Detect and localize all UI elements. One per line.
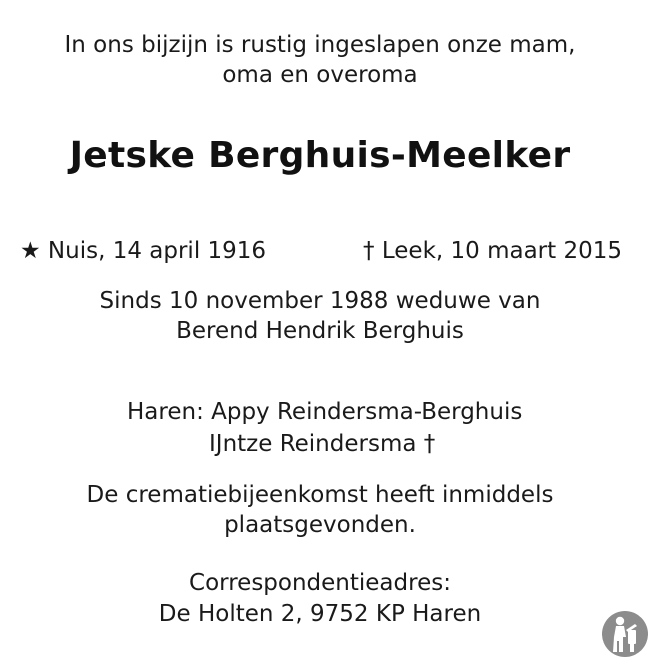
address-line-2: De Holten 2, 9752 KP Haren [158,601,482,627]
widow-line-1: Sinds 10 november 1988 weduwe van [99,288,541,314]
address-line-1: Correspondentieadres: [189,570,451,596]
death-info: † Leek, 10 maart 2015 [363,238,622,264]
family-block [127,396,522,460]
cremation-line-1: De crematiebijeenkomst heeft inmiddels [86,482,554,508]
widow-line-2: Berend Hendrik Berghuis [176,318,464,344]
family-line-1: Haren: Appy Reindersma-Berghuis [127,399,523,425]
memorial-figure-icon [601,610,649,658]
deceased-name: Jetske Berghuis-Meelker [69,135,571,176]
intro-line-1: In ons bijzijn is rustig ingeslapen onze mam, [64,32,576,58]
family-line-2: IJntze Reindersma † [209,431,436,457]
intro-line-2: oma en overoma [222,62,418,88]
cremation-line-2: plaatsgevonden. [224,512,416,538]
birth-info: ★ Nuis, 14 april 1916 [20,238,267,264]
